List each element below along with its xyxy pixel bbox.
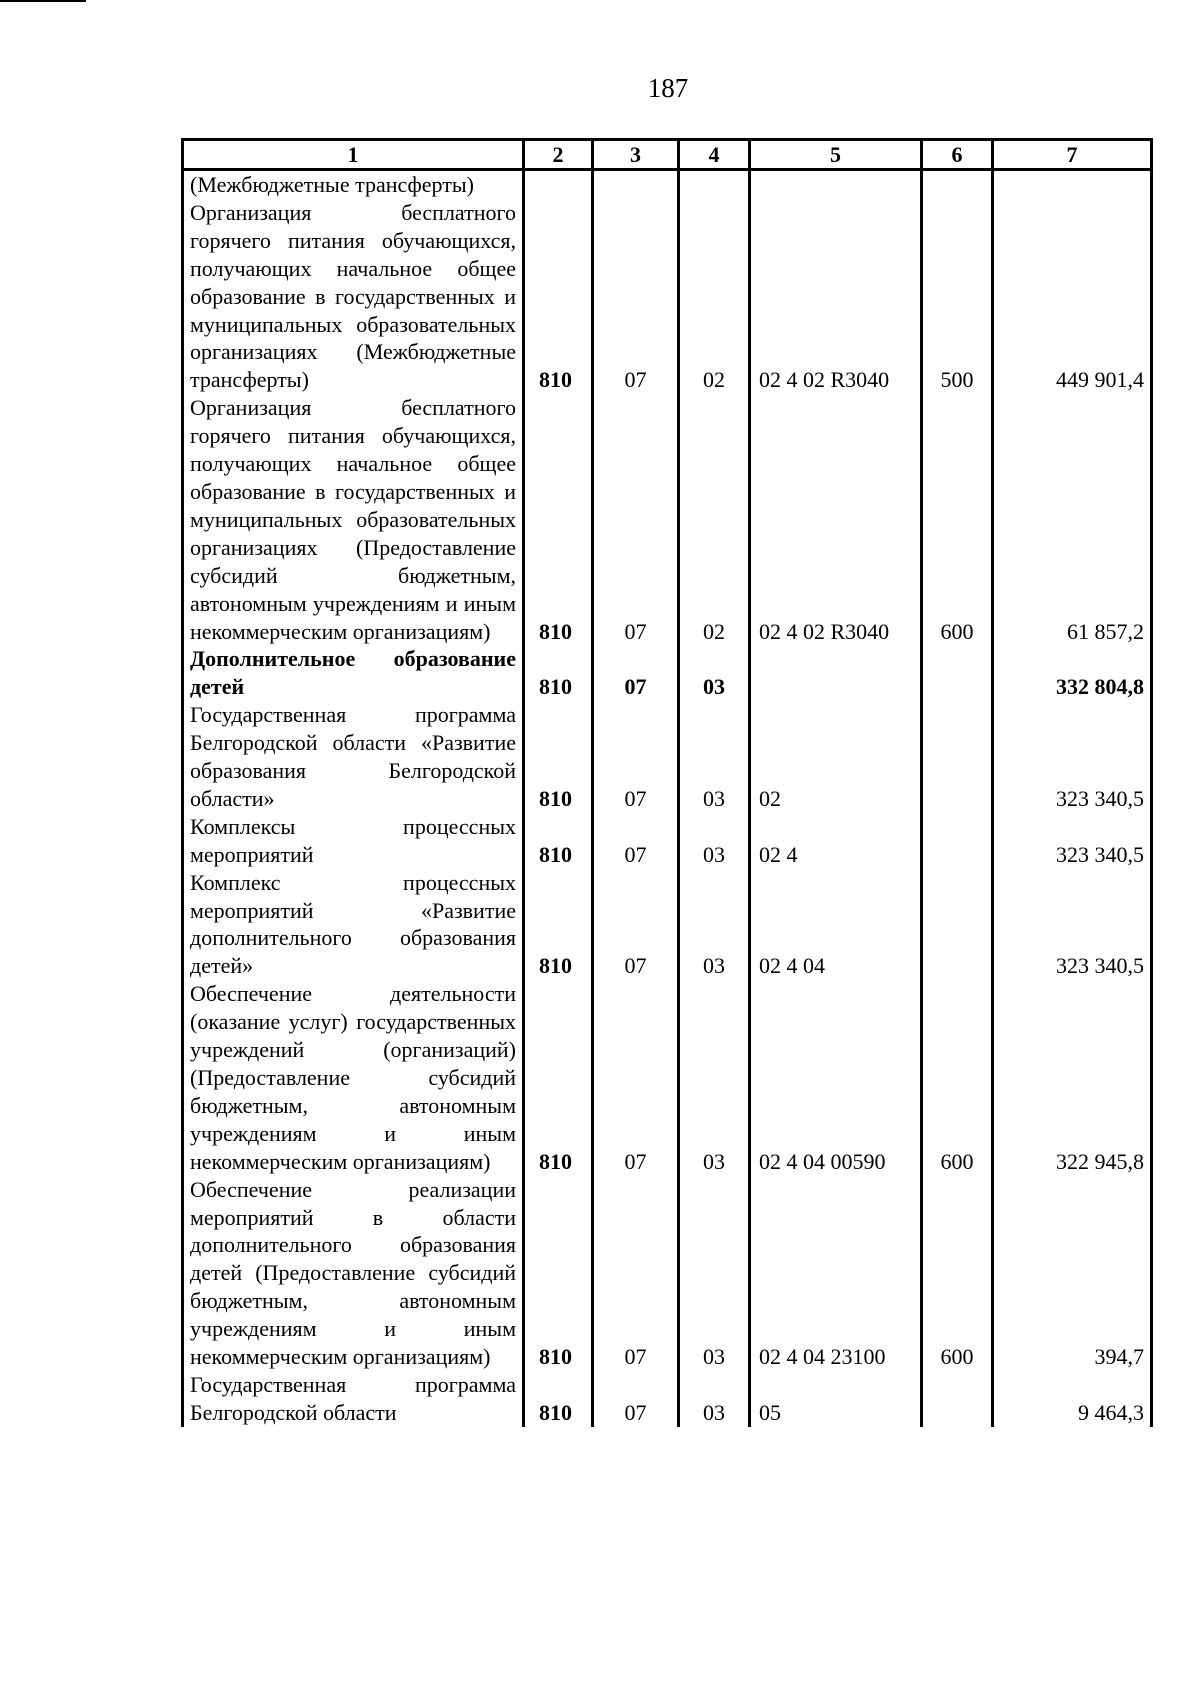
row-name-cell: Государственная программа Белгородской области: [183, 1371, 524, 1427]
row-name-cell: Комплекс процессных мероприятий «Развитие дополнительного образования детей»: [183, 869, 524, 981]
target-article-cell: 05: [750, 1371, 922, 1427]
expense-type-cell: 600: [922, 394, 993, 645]
subsection-code-cell: 03: [679, 701, 750, 813]
subsection-code-cell: 03: [679, 645, 750, 701]
target-article-cell: 02: [750, 701, 922, 813]
ministry-code-cell: 810: [524, 869, 593, 981]
amount-cell: 323 340,5: [993, 813, 1152, 869]
target-article-cell: 02 4 04: [750, 869, 922, 981]
ministry-code-cell: 810: [524, 394, 593, 645]
column-header-1: 1: [183, 140, 524, 170]
table-row: [183, 1371, 1152, 1427]
column-header-6: 6: [922, 140, 993, 170]
subsection-code-cell: 03: [679, 1176, 750, 1371]
table-row: [183, 980, 1152, 1175]
column-header-7: 7: [993, 140, 1152, 170]
section-code-cell: 07: [593, 1176, 679, 1371]
expense-type-cell: [922, 1371, 993, 1427]
amount-cell: 394,7: [993, 1176, 1152, 1371]
subsection-code-cell: 03: [679, 980, 750, 1175]
ministry-code-cell: 810: [524, 645, 593, 701]
table-header-row: [183, 140, 1152, 170]
corner-mark: [0, 0, 86, 2]
ministry-code-cell: 810: [524, 199, 593, 394]
row-name-cell: Дополнительное образование детей: [183, 645, 524, 701]
target-article-cell: [750, 645, 922, 701]
amount-cell: 9 464,3: [993, 1371, 1152, 1427]
section-code-cell: [593, 170, 679, 199]
ministry-code-cell: 810: [524, 813, 593, 869]
expense-type-cell: 500: [922, 199, 993, 394]
table-row: [183, 1176, 1152, 1371]
table-row: [183, 645, 1152, 701]
row-name-cell: Государственная программа Белгородской области «Развитие образования Белгородской области»: [183, 701, 524, 813]
expense-type-cell: [922, 170, 993, 199]
subsection-code-cell: 03: [679, 869, 750, 981]
column-header-3: 3: [593, 140, 679, 170]
table-row: [183, 701, 1152, 813]
subsection-code-cell: [679, 170, 750, 199]
section-code-cell: 07: [593, 645, 679, 701]
expense-type-cell: 600: [922, 1176, 993, 1371]
table-row: [183, 394, 1152, 645]
row-name-cell: Комплексы процессных мероприятий: [183, 813, 524, 869]
amount-cell: 322 945,8: [993, 980, 1152, 1175]
section-code-cell: 07: [593, 394, 679, 645]
row-name-cell: Организация бесплатного горячего питания обучающихся, получающих начальное общее образование в государственных и муниципальных образовательных организациях (Межбюджетные трансферты): [183, 199, 524, 394]
amount-cell: 323 340,5: [993, 869, 1152, 981]
expense-type-cell: 600: [922, 980, 993, 1175]
subsection-code-cell: 02: [679, 394, 750, 645]
amount-cell: [993, 170, 1152, 199]
ministry-code-cell: 810: [524, 1176, 593, 1371]
target-article-cell: 02 4 02 R3040: [750, 199, 922, 394]
target-article-cell: 02 4 04 00590: [750, 980, 922, 1175]
table-row: [183, 813, 1152, 869]
amount-cell: 449 901,4: [993, 199, 1152, 394]
table-row: [183, 170, 1152, 199]
row-name-cell: (Межбюджетные трансферты): [183, 170, 524, 199]
section-code-cell: 07: [593, 701, 679, 813]
ministry-code-cell: [524, 170, 593, 199]
expense-type-cell: [922, 645, 993, 701]
target-article-cell: 02 4 02 R3040: [750, 394, 922, 645]
page-number: 187: [647, 73, 689, 103]
target-article-cell: 02 4: [750, 813, 922, 869]
section-code-cell: 07: [593, 813, 679, 869]
row-name-cell: Организация бесплатного горячего питания обучающихся, получающих начальное общее образование в государственных и муниципальных образовательных организациях (Предоставление субсидий бюджетным, автономным учреждениям и иным некоммерческим организациям): [183, 394, 524, 645]
target-article-cell: 02 4 04 23100: [750, 1176, 922, 1371]
amount-cell: 61 857,2: [993, 394, 1152, 645]
ministry-code-cell: 810: [524, 1371, 593, 1427]
expense-type-cell: [922, 701, 993, 813]
column-header-5: 5: [750, 140, 922, 170]
ministry-code-cell: 810: [524, 980, 593, 1175]
section-code-cell: 07: [593, 199, 679, 394]
amount-cell: 323 340,5: [993, 701, 1152, 813]
row-name-cell: Обеспечение реализации мероприятий в области дополнительного образования детей (Предоставление субсидий бюджетным, автономным учреждениям и иным некоммерческим организациям): [183, 1176, 524, 1371]
amount-cell: 332 804,8: [993, 645, 1152, 701]
table-body: [183, 170, 1152, 1427]
target-article-cell: [750, 170, 922, 199]
section-code-cell: 07: [593, 1371, 679, 1427]
expense-type-cell: [922, 869, 993, 981]
budget-table: [181, 138, 1153, 1427]
section-code-cell: 07: [593, 869, 679, 981]
row-name-cell: Обеспечение деятельности (оказание услуг) государственных учреждений (организаций) (Предоставление субсидий бюджетным, автономным учреждениям и иным некоммерческим организациям): [183, 980, 524, 1175]
expense-type-cell: [922, 813, 993, 869]
subsection-code-cell: 02: [679, 199, 750, 394]
table-row: [183, 869, 1152, 981]
section-code-cell: 07: [593, 980, 679, 1175]
column-header-4: 4: [679, 140, 750, 170]
ministry-code-cell: 810: [524, 701, 593, 813]
column-header-2: 2: [524, 140, 593, 170]
subsection-code-cell: 03: [679, 813, 750, 869]
table-row: [183, 199, 1152, 394]
subsection-code-cell: 03: [679, 1371, 750, 1427]
